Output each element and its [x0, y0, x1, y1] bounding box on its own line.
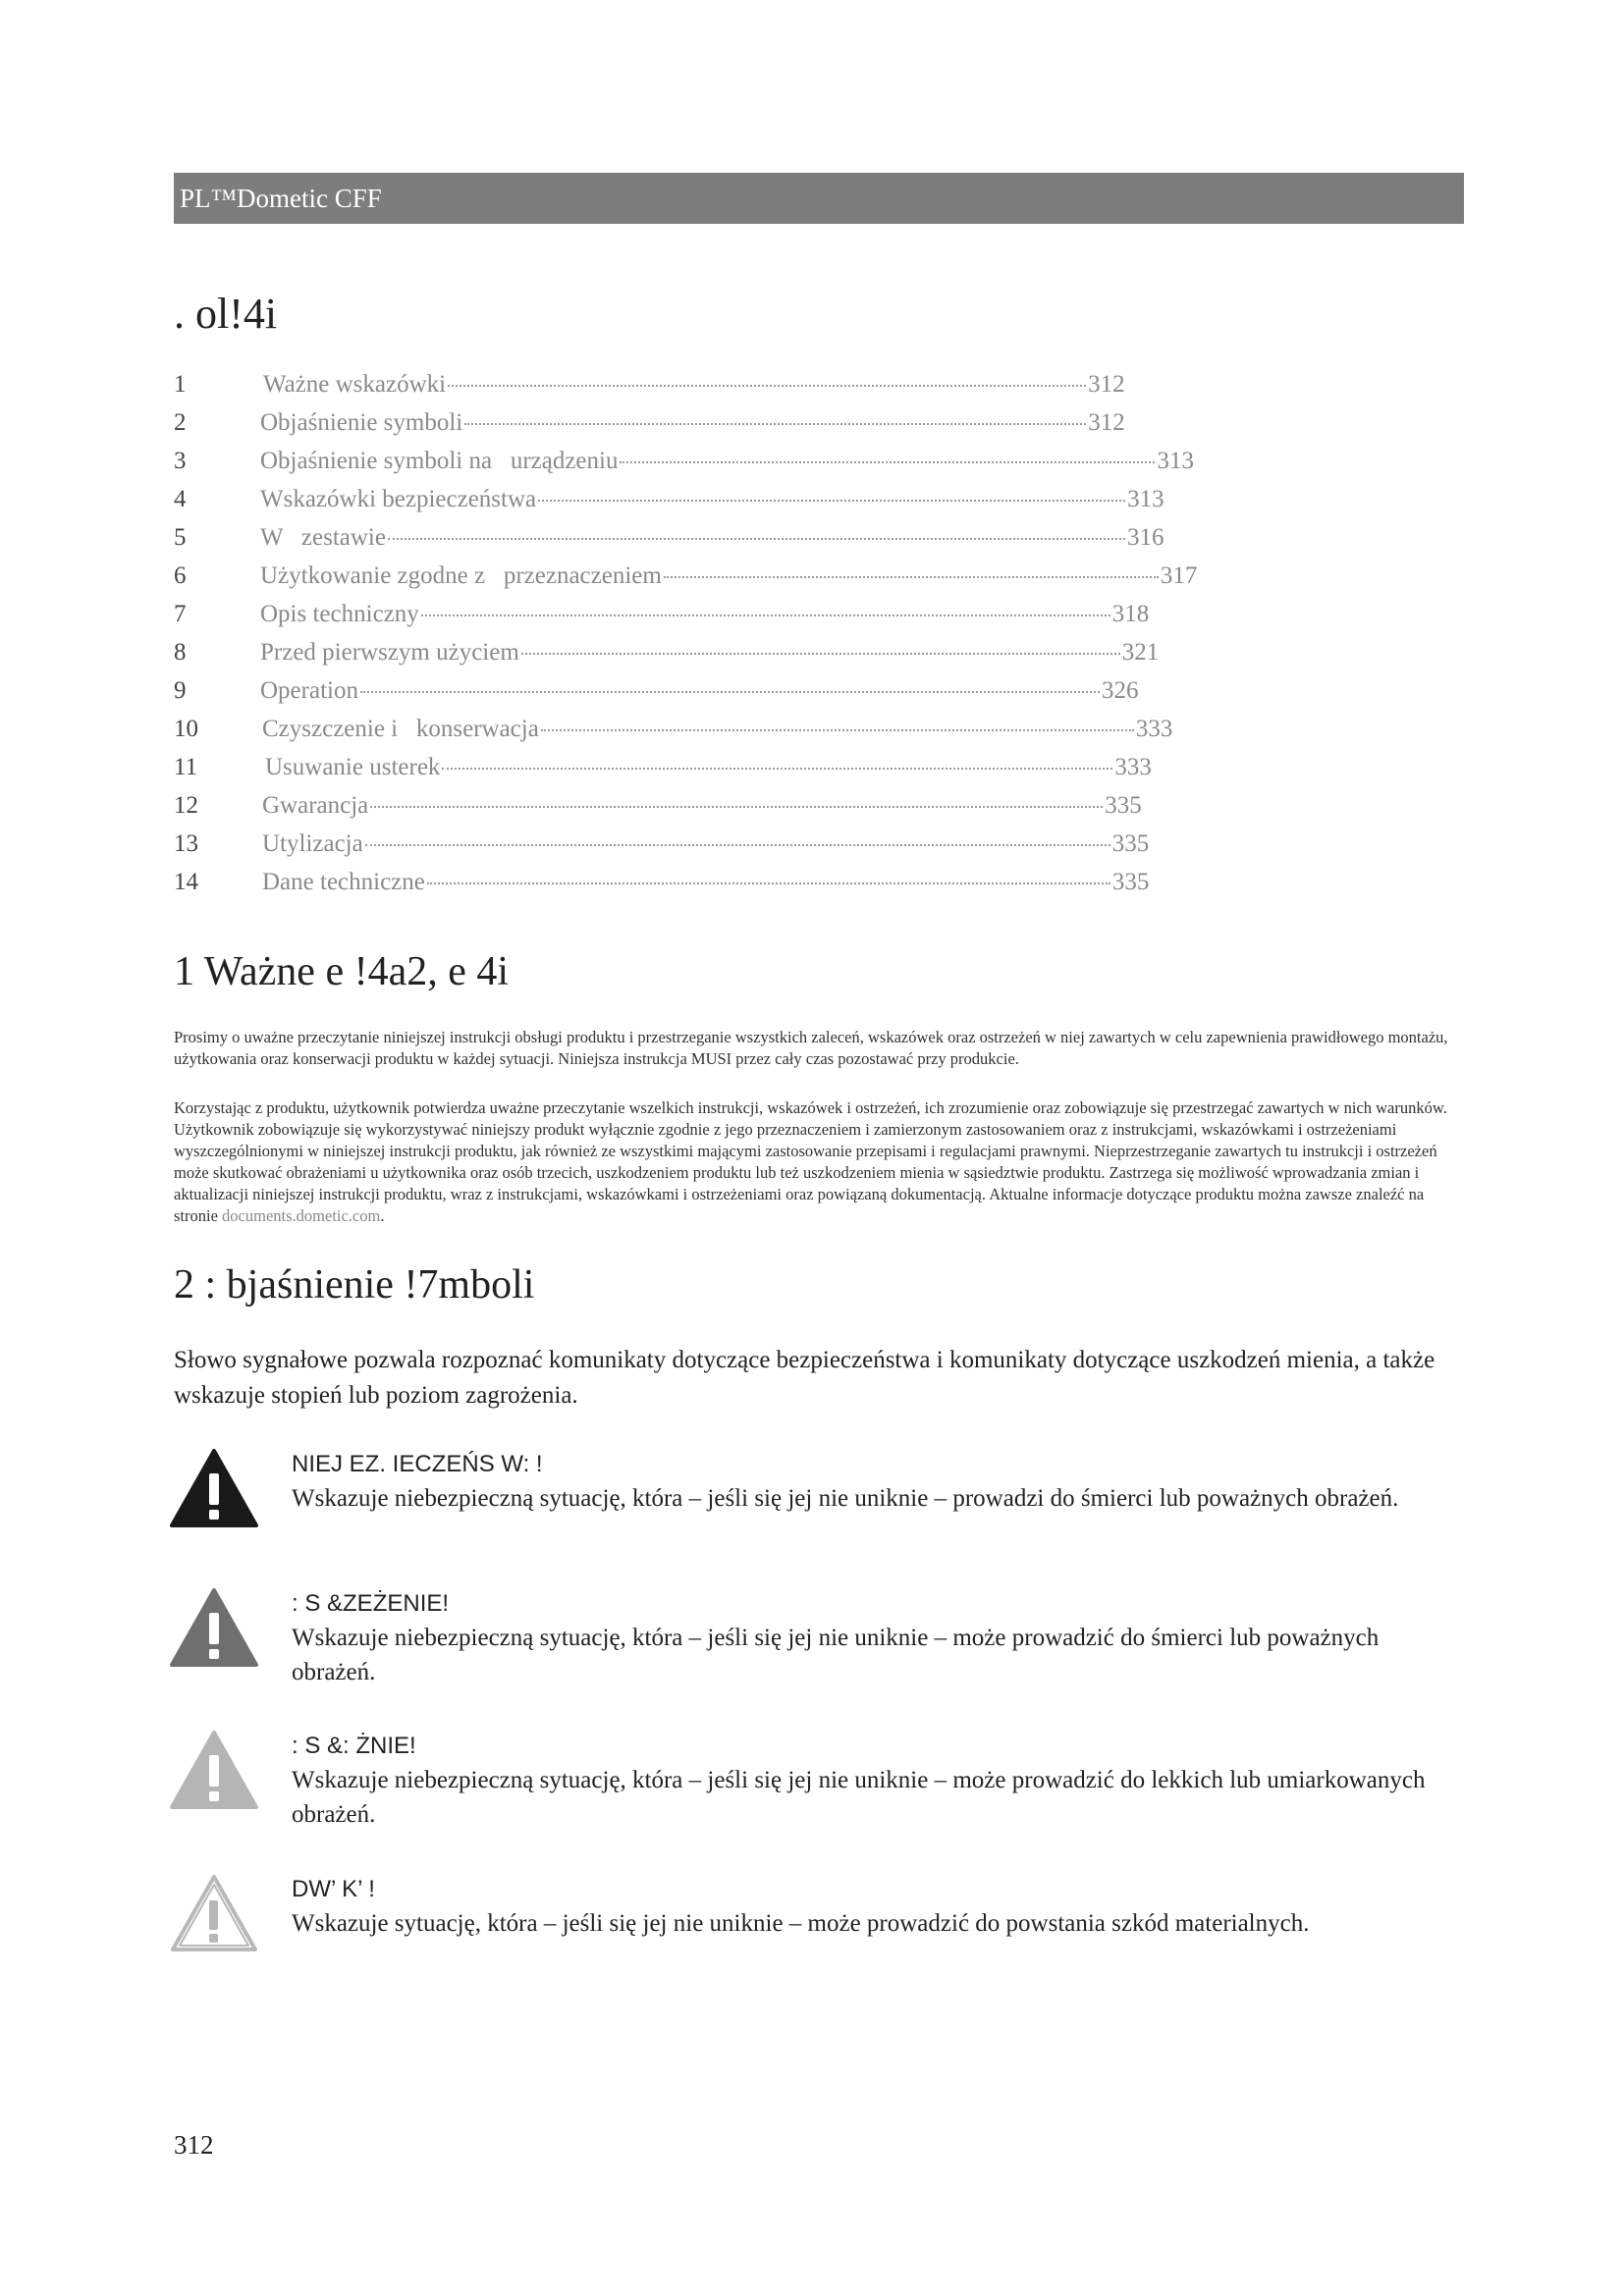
signal-word-intro: Słowo sygnałowe pozwala rozpoznać komunikaty dotyczące bezpieczeństwa i komunikaty dotyczące uszkodzeń mienia, a także wskazuje stopień lub poziom zagrożenia.: [174, 1347, 1435, 1409]
toc-entry-title: Objaśnienie symboli: [260, 409, 463, 436]
toc-entry-number: 8: [174, 639, 187, 666]
toc-entry-title: Przed pierwszym użyciem: [260, 639, 519, 666]
toc-entry-page: 335: [1111, 830, 1150, 857]
toc-entry-title: Operation: [260, 677, 358, 704]
toc-entry-page: 317: [1160, 562, 1198, 589]
signal-word-title: : S &ZEŻENIE!: [292, 1590, 450, 1617]
toc-leader-dots: [370, 806, 1103, 808]
toc-entry-title: W zestawie: [260, 524, 386, 551]
toc-entry-number: 14: [174, 869, 198, 895]
toc-entry-number: 3: [174, 448, 187, 474]
toc-entry[interactable]: [174, 409, 1470, 448]
toc-leader-dots: [442, 768, 1112, 770]
toc-entry-number: 12: [174, 792, 198, 819]
toc-leader-dots: [521, 653, 1120, 655]
signal-word-description: Wskazuje niebezpieczną sytuację, która – jeśli się jej nie uniknie – może prowadzić do lekkich lub umiarkowanych obrażeń.: [292, 1767, 1426, 1828]
disclaimer-end: .: [380, 1206, 385, 1225]
toc-entry-page: 318: [1111, 601, 1150, 627]
warning-triangle-icon: [169, 1730, 259, 1810]
toc-entry[interactable]: [174, 486, 1470, 524]
toc-leader-dots: [538, 500, 1125, 502]
toc-entry-title: Gwarancja: [262, 792, 369, 819]
toc-entry-page: 321: [1121, 639, 1160, 666]
toc-entry-title: Opis techniczny: [260, 601, 419, 627]
toc-entry[interactable]: [174, 830, 1470, 869]
toc-entry[interactable]: [174, 448, 1470, 486]
toc-entry[interactable]: [174, 716, 1470, 754]
toc-entry-page: 335: [1105, 792, 1142, 819]
signal-word-description: Wskazuje niebezpieczną sytuację, która – jeśli się jej nie uniknie – może prowadzić do śmierci lub poważnych obrażeń.: [292, 1625, 1380, 1685]
toc-entry[interactable]: [174, 869, 1470, 907]
toc-entry[interactable]: [174, 562, 1470, 601]
toc-entry[interactable]: [174, 754, 1470, 792]
intro-paragraph: Prosimy o uważne przeczytanie niniejszej instrukcji obsługi produktu i przestrzeganie wszystkich zaleceń, wskazówek oraz ostrzeżeń w niej zawartych w celu zapewnienia prawidłowego montażu, użytkowania oraz konserwacji produktu w każdej sytuacji. Niniejsza instrukcja MUSI przez cały czas pozostawać przy produkcie.: [174, 1028, 1448, 1068]
toc-leader-dots: [360, 691, 1100, 693]
toc-entry-number: 5: [174, 524, 187, 551]
toc-entry-page: 326: [1101, 677, 1139, 704]
toc-entry-title: Usuwanie usterek: [265, 754, 441, 780]
section-heading-important-notes: 1 Ważne e !4a2, e 4i: [174, 949, 510, 994]
warning-triangle-icon: [169, 1587, 259, 1668]
running-header-text: PL™Dometic CFF: [180, 184, 382, 213]
toc-entry-number: 4: [174, 486, 187, 512]
toc-entry-page: 333: [1135, 716, 1173, 742]
toc-entry[interactable]: [174, 601, 1470, 639]
documents-link[interactable]: documents.dometic.com: [222, 1206, 381, 1225]
toc-entry[interactable]: [174, 792, 1470, 830]
toc-leader-dots: [388, 538, 1125, 540]
toc-entry-page: 316: [1126, 524, 1164, 551]
toc-entry-title: Użytkowanie zgodne z przeznaczeniem: [260, 562, 662, 589]
toc-title: . ol!4i: [174, 290, 278, 338]
toc-leader-dots: [448, 385, 1086, 387]
toc-entry-number: 1: [174, 371, 187, 398]
toc-leader-dots: [365, 844, 1110, 846]
signal-word-title: DW’ K’ !: [292, 1876, 375, 1902]
signal-word-description: Wskazuje sytuację, która – jeśli się jej nie uniknie – może prowadzić do powstania szkód materialnych.: [292, 1910, 1310, 1937]
toc-leader-dots: [620, 461, 1155, 463]
toc-entry-number: 11: [174, 754, 198, 780]
disclaimer-paragraph: [174, 1097, 1470, 1227]
disclaimer-text: Korzystając z produktu, użytkownik potwierdza uważne przeczytanie wszelkich instrukcji, wskazówek i ostrzeżeń, ich zrozumienie oraz zobowiązuje się przestrzegać zawartych w nich warunków. Użytkownik zobowiązuje się wykorzystywać niniejszy produkt wyłącznie zgodnie z jego przeznaczeniem i zamierzonym zastosowaniem oraz z instrukcjami, wskazówkami i ostrzeżeniami wyszczególnionymi w niniejszej instrukcji produktu, jak również ze wszystkimi mającymi zastosowanie przepisami i regulacjami prawnymi. Nieprzestrzeganie zawartych tu instrukcji i ostrzeżeń może skutkować obrażeniami u użytkownika oraz osób trzecich, uszkodzeniem produktu lub też uszkodzeniem mienia w sąsiedztwie produktu. Zastrzega się możliwość wprowadzania zmian i aktualizacji niniejszej instrukcji produktu, wraz z instrukcjami, wskazówkami i ostrzeżeniami oraz powiązaną dokumentacją. Aktualne informacje dotyczące produktu można zawsze znaleźć na stronie: [174, 1098, 1447, 1225]
signal-word-description: Wskazuje niebezpieczną sytuację, która – jeśli się jej nie uniknie – prowadzi do śmierci lub poważnych obrażeń.: [292, 1485, 1399, 1512]
running-header: [174, 173, 1464, 224]
section-heading-symbols: 2 : bjaśnienie !7mboli: [174, 1262, 535, 1308]
toc-entry-page: 312: [1088, 409, 1125, 436]
toc-entry-number: 13: [174, 830, 198, 857]
toc-entry-title: Dane techniczne: [262, 869, 425, 895]
toc-entry-page: 335: [1111, 869, 1150, 895]
toc-entry-title: Czyszczenie i konserwacja: [262, 716, 539, 742]
signal-word-title: NIEJ EZ. IECZEŃS W: !: [292, 1451, 543, 1477]
toc-leader-dots: [541, 729, 1134, 731]
toc-entry-page: 313: [1127, 486, 1164, 512]
table-of-contents: [174, 371, 1470, 907]
toc-entry-title: Ważne wskazówki: [263, 371, 447, 398]
toc-leader-dots: [464, 423, 1086, 425]
toc-entry-page: 313: [1157, 448, 1194, 474]
toc-leader-dots: [664, 576, 1159, 578]
toc-leader-dots: [427, 882, 1110, 884]
signal-word-title: : S &: ŻNIE!: [292, 1733, 416, 1759]
toc-entry[interactable]: [174, 371, 1470, 409]
toc-entry-title: Objaśnienie symboli na urządzeniu: [260, 448, 619, 474]
toc-entry[interactable]: [174, 524, 1470, 562]
toc-leader-dots: [421, 614, 1110, 616]
toc-entry-number: 6: [174, 562, 187, 589]
toc-entry-number: 10: [174, 716, 198, 742]
toc-entry-title: Utylizacja: [262, 830, 363, 857]
warning-triangle-outline-icon: [169, 1873, 259, 1953]
warning-triangle-icon: [169, 1448, 259, 1528]
toc-entry[interactable]: [174, 639, 1470, 677]
toc-entry-page: 312: [1088, 371, 1125, 398]
page-number: 312: [174, 2130, 214, 2160]
toc-entry-page: 333: [1114, 754, 1152, 780]
toc-entry-number: 2: [174, 409, 187, 436]
toc-entry[interactable]: [174, 677, 1470, 716]
toc-entry-number: 9: [174, 677, 187, 704]
toc-entry-title: Wskazówki bezpieczeństwa: [260, 486, 537, 512]
toc-entry-number: 7: [174, 601, 187, 627]
